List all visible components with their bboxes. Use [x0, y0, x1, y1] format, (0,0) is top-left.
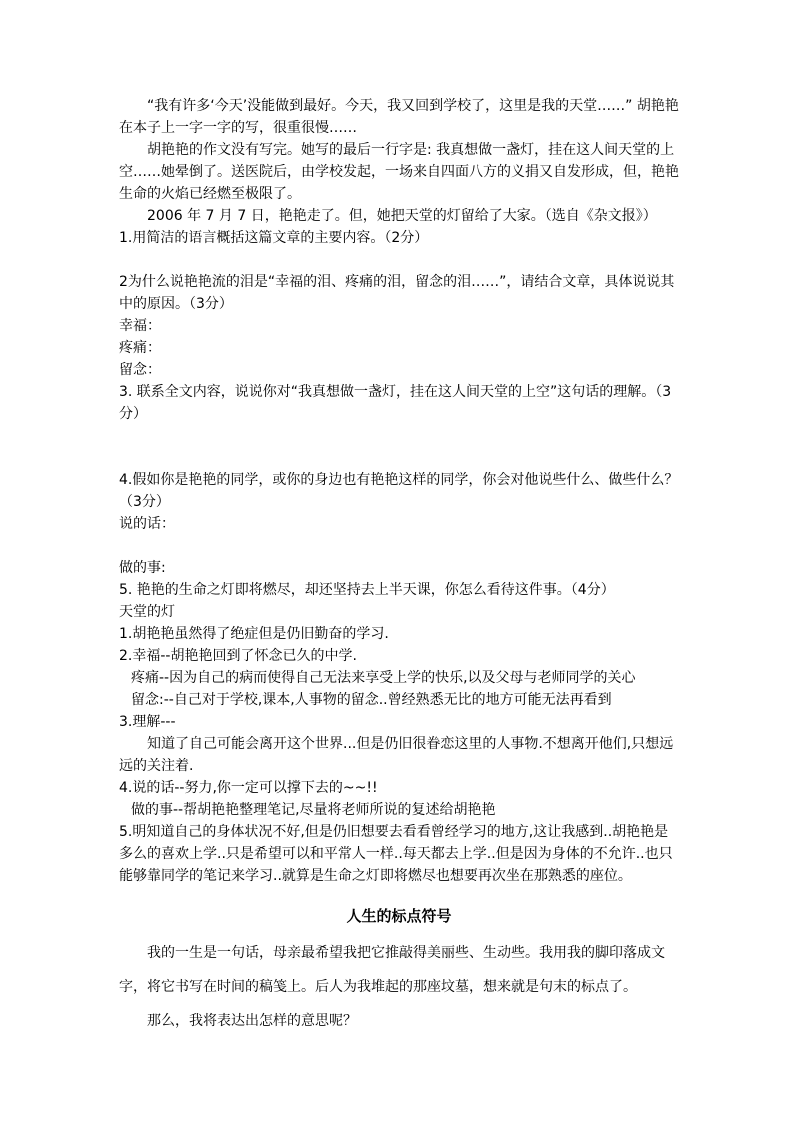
answer-blank-1 [119, 249, 679, 271]
answer-blank-3 [119, 425, 679, 469]
answer-3-text: 知道了自己可能会离开这个世界...但是仍旧很眷恋这里的人事物.不想离开他们,只想远远的关注着. [119, 736, 674, 774]
story-paragraph-3: 2006 年 7 月 7 日，艳艳走了。但，她把天堂的灯留给了大家。（选自《杂文报》） [147, 208, 657, 224]
question-4-say: 说的话： [119, 516, 175, 532]
essay-paragraph-2: 那么，我将表达出怎样的意思呢？ [147, 1013, 357, 1029]
question-1: 1.用简洁的语言概括这篇文章的主要内容。（2分） [119, 230, 429, 246]
answer-2-pain: 疼痛--因为自己的病而使得自己无法来享受上学的快乐,以及父母与老师同学的关心 [131, 670, 636, 686]
question-4: 4.假如你是艳艳的同学，或你的身边也有艳艳这样的同学，你会对他说些什么、做些什么？（3分） [119, 472, 679, 510]
answer-5: 5.明知道自己的身体状况不好,但是仍旧想要去看看曾经学习的地方,这让我感到..胡艳艳是多么的喜欢上学..只是希望可以和平常人一样..每天都去上学..但是因为身体的不允许..也只能够靠同学的笔记来学习..就算是生命之灯即将燃尽也想要再次坐在那熟悉的座位。 [119, 824, 673, 884]
question-2-happiness: 幸福： [119, 318, 161, 334]
essay-title: 人生的标点符号 [346, 907, 452, 925]
question-3: 3. 联系全文内容，说说你对“我真想做一盏灯，挂在这人间天堂的上空”这句话的理解。（3分） [119, 384, 672, 422]
document-page [119, 95, 679, 1038]
answer-4-do: 做的事--帮胡艳艳整理笔记,尽量将老师所说的复述给胡艳艳 [131, 802, 496, 818]
question-5: 5. 艳艳的生命之灯即将燃尽，却还坚持去上半天课，你怎么看待这件事。（4分） [119, 582, 615, 598]
question-2-memory: 留念： [119, 362, 161, 378]
answer-1: 1.胡艳艳虽然得了绝症但是仍旧勤奋的学习. [119, 626, 389, 642]
answer-2-memory: 留念:--自己对于学校,课本,人事物的留念..曾经熟悉无比的地方可能无法再看到 [131, 692, 612, 708]
story-paragraph-1: “我有许多‘今天’没能做到最好。今天，我又回到学校了，这里是我的天堂……” 胡艳艳在本子上一字一字的写，很重很慢…… [119, 98, 679, 136]
answer-blank-4 [119, 535, 679, 557]
question-2-pain: 疼痛： [119, 340, 161, 356]
essay-paragraph-1: 我的一生是一句话，母亲最希望我把它推敲得美丽些、生动些。我用我的脚印落成文字，将它书写在时间的稿笺上。后人为我堆起的那座坟墓，想来就是句末的标点了。 [119, 945, 665, 995]
question-4-do: 做的事: [119, 560, 166, 576]
answer-4: 4.说的话--努力,你一定可以撑下去的~~!! [119, 780, 378, 796]
answer-3: 3.理解--- [119, 714, 176, 730]
question-2: 2为什么说艳艳流的泪是“幸福的泪、疼痛的泪，留念的泪……”，请结合文章，具体说说其中的原因。（3分） [119, 274, 675, 312]
answers-heading: 天堂的灯 [119, 604, 175, 620]
story-paragraph-2: 胡艳艳的作文没有写完。她写的最后一行字是: 我真想做一盏灯，挂在这人间天堂的上空……她晕倒了。送医院后，由学校发起，一场来自四面八方的义捐又自发形成，但，艳艳生命的火焰已经燃至极限了。 [119, 142, 679, 202]
answer-2: 2.幸福--胡艳艳回到了怀念已久的中学. [119, 648, 357, 664]
